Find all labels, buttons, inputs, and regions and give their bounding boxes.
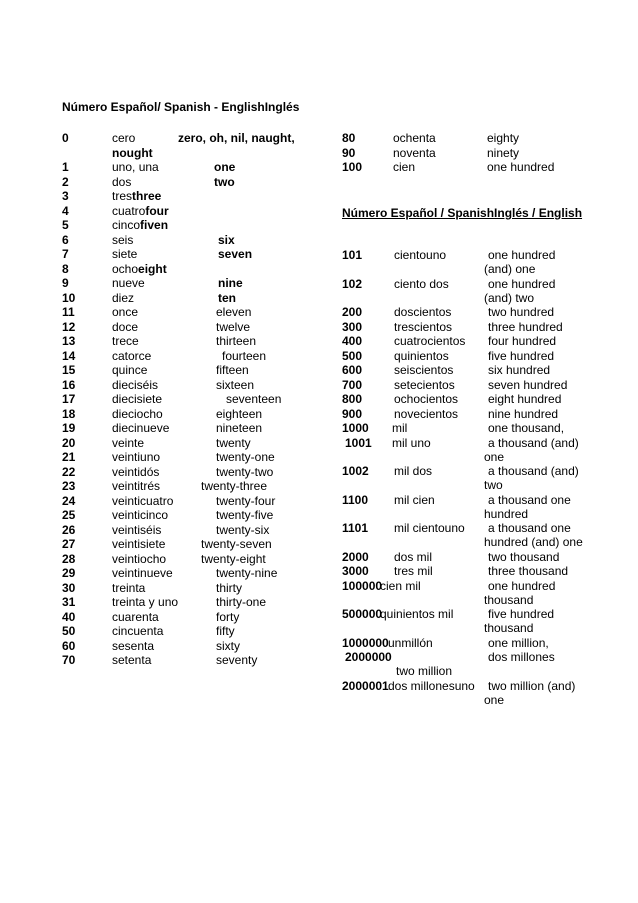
wrapped-text: one (484, 449, 505, 464)
spanish-cell: veintinueve (112, 566, 173, 580)
english-cell: a thousand one (488, 492, 571, 507)
english-cell: sixteen (216, 377, 255, 392)
number-cell: 100000 (342, 578, 383, 593)
table-row (62, 218, 322, 233)
wrapped-text: one (484, 692, 505, 707)
table-row (62, 291, 322, 306)
number-cell: 1 (62, 160, 69, 174)
english-cell: one (214, 160, 236, 174)
english-cell: two (214, 174, 235, 189)
spanish-cell: cuatrofour (112, 203, 169, 218)
english-cell: twenty-three (201, 479, 268, 493)
spanish-cell: siete (112, 247, 138, 261)
number-cell: 900 (342, 406, 363, 421)
english-cell: forty (216, 609, 240, 624)
spanish-cell: mil (392, 421, 408, 435)
table-row (342, 579, 602, 594)
spanish-cell: trescientos (394, 319, 453, 334)
number-cell: 10 (62, 290, 76, 305)
number-cell: 15 (62, 363, 76, 377)
number-cell: 50 (62, 624, 76, 638)
table-row (62, 581, 322, 596)
number-cell: 23 (62, 479, 76, 493)
spanish-cell: cientouno (394, 248, 447, 262)
number-cell: 29 (62, 566, 76, 580)
wrapped-text: hundred (484, 506, 529, 521)
english-cell: one million, (488, 635, 549, 650)
english-cell: eighty (487, 131, 520, 145)
table-row (62, 494, 322, 509)
number-cell: 0 (62, 131, 69, 145)
english-cell: seven hundred (488, 377, 568, 392)
english-cell: dos millones (488, 650, 555, 664)
number-cell: 700 (342, 377, 363, 392)
spanish-cell: diez (112, 290, 135, 305)
table-row (62, 363, 322, 378)
spanish-cell: quinientos mil (380, 607, 454, 621)
spanish-cell: veintiocho (112, 551, 167, 566)
table-row (342, 378, 602, 393)
number-cell: 8 (62, 261, 69, 276)
table-row (62, 233, 322, 248)
spanish-cell: mil dos (394, 464, 433, 478)
table-row (62, 247, 322, 262)
spanish-cell: diecisiete (112, 392, 163, 406)
spanish-cell: ochoeight (112, 261, 167, 276)
english-cell: fifty (216, 624, 235, 638)
number-cell: 101 (342, 248, 363, 262)
wrapped-text: two million (396, 664, 453, 678)
number-cell: 4 (62, 203, 69, 218)
spanish-cell: noventa (393, 145, 436, 160)
spanish-cell: cincuenta (112, 624, 164, 638)
table-row (342, 564, 602, 579)
left-table-header: Número Español/ Spanish - EnglishInglés (62, 100, 300, 114)
number-cell: 1000000 (342, 635, 389, 650)
english-cell: sixty (216, 638, 240, 653)
english-cell: fifteen (216, 363, 249, 377)
number-cell: 2 (62, 174, 69, 189)
spanish-cell: cero (112, 131, 136, 145)
table-row (342, 607, 602, 622)
table-row (62, 436, 322, 451)
table-row (342, 363, 602, 378)
spanish-cell: novecientos (394, 406, 459, 421)
table-row (342, 650, 602, 665)
english-cell: twenty-two (216, 464, 274, 479)
spanish-cell: dieciocho (112, 406, 163, 421)
number-cell: 800 (342, 392, 363, 406)
table-row (62, 552, 322, 567)
english-cell: ten (218, 290, 236, 305)
spanish-cell: cuarenta (112, 609, 159, 624)
number-cell: 11 (62, 305, 75, 319)
number-cell: 12 (62, 319, 76, 334)
table-row (62, 320, 322, 335)
english-cell: thirteen (216, 334, 257, 348)
english-cell: two million (and) (488, 678, 576, 693)
table-row (62, 610, 322, 625)
number-cell: 17 (62, 392, 76, 406)
number-cell: 1101 (342, 521, 369, 535)
number-cell: 19 (62, 421, 76, 435)
english-cell: six hundred (488, 363, 551, 377)
english-cell: twenty-four (216, 493, 276, 508)
number-cell: 80 (342, 131, 356, 145)
wrapped-text: two (484, 478, 503, 492)
table-row (342, 334, 602, 349)
number-cell: 22 (62, 464, 76, 479)
wrapped-text: (and) two (484, 290, 535, 305)
english-cell: a thousand one (488, 521, 571, 535)
spanish-cell: treinta y uno (112, 595, 179, 609)
wrapped-text: nought (112, 145, 153, 160)
english-cell: one hundred (488, 276, 556, 291)
english-cell: twelve (216, 319, 251, 334)
spanish-cell: ochenta (393, 131, 436, 145)
right-table-header: Número Español / SpanishInglés / English (342, 206, 583, 220)
table-row (62, 537, 322, 552)
english-cell: eleven (216, 305, 252, 319)
spanish-cell: setecientos (394, 377, 455, 392)
english-cell: twenty-nine (216, 566, 278, 580)
english-cell: twenty-eight (201, 551, 266, 566)
spanish-cell: mil cien (394, 492, 435, 507)
number-cell: 3000 (342, 564, 369, 578)
spanish-cell: diecinueve (112, 421, 170, 435)
english-cell: one hundred (487, 160, 555, 174)
english-inline-cell: eight (138, 261, 167, 276)
spanish-cell: quinientos (394, 348, 449, 363)
table-row (62, 407, 322, 422)
table-row (62, 595, 322, 610)
spanish-cell: setenta (112, 653, 152, 667)
number-cell: 1100 (342, 492, 369, 507)
english-cell: zero, oh, nil, naught, (178, 131, 295, 145)
spanish-cell: uno, una (112, 160, 159, 174)
spanish-cell: tresthree (112, 189, 162, 203)
spanish-cell: doscientos (394, 305, 452, 319)
english-cell: seventeen (226, 392, 282, 406)
number-cell: 31 (62, 595, 76, 609)
number-cell: 6 (62, 232, 69, 247)
spanish-cell: cien (393, 160, 416, 174)
english-cell: three hundred (488, 319, 563, 334)
spanish-cell: ochocientos (394, 392, 459, 406)
table-row (62, 262, 322, 277)
english-inline-cell: four (145, 203, 169, 218)
spanish-cell: veintitrés (112, 479, 161, 493)
number-cell: 30 (62, 580, 76, 595)
table-row (62, 508, 322, 523)
english-inline-cell: three (132, 189, 162, 203)
spanish-cell: dos millonesuno (388, 678, 475, 693)
spanish-cell: veintiséis (112, 522, 162, 537)
number-cell: 1000 (342, 421, 369, 435)
spanish-cell: dos (112, 174, 132, 189)
table-row (342, 160, 592, 175)
number-cell: 18 (62, 406, 76, 421)
table-row (62, 175, 322, 190)
number-cell: 1002 (342, 464, 369, 478)
number-cell: 16 (62, 377, 76, 392)
spanish-cell: once (112, 305, 139, 319)
number-cell: 400 (342, 334, 363, 348)
table-row (342, 392, 602, 407)
number-cell: 60 (62, 638, 76, 653)
english-cell: twenty-seven (201, 537, 272, 551)
english-cell: two hundred (488, 305, 555, 319)
english-cell: four hundred (488, 334, 557, 348)
spanish-cell: veintidós (112, 464, 160, 479)
table-row (342, 521, 602, 536)
english-cell: thirty-one (216, 595, 267, 609)
english-cell: six (218, 232, 235, 247)
number-cell: 500000 (342, 607, 383, 621)
table-row (62, 566, 322, 581)
table-row (62, 189, 322, 204)
table-row (62, 160, 322, 175)
spanish-cell: cien mil (380, 578, 421, 593)
english-cell: eight hundred (488, 392, 562, 406)
number-cell: 27 (62, 537, 76, 551)
spanish-cell: catorce (112, 348, 152, 363)
english-cell: twenty (216, 435, 251, 450)
number-cell: 13 (62, 334, 76, 348)
spanish-cell: dos mil (394, 549, 433, 564)
table-row (62, 479, 322, 494)
number-cell: 24 (62, 493, 76, 508)
table-row (342, 636, 602, 651)
wrapped-text: hundred (and) one (484, 535, 583, 549)
english-cell: a thousand (and) (488, 464, 579, 478)
number-cell: 1001 (345, 435, 372, 450)
number-cell: 90 (342, 145, 356, 160)
spanish-cell: doce (112, 319, 139, 334)
table-row (62, 653, 322, 668)
number-cell: 40 (62, 609, 76, 624)
number-cell: 21 (62, 450, 76, 464)
table-row (62, 624, 322, 639)
table-row (62, 639, 322, 654)
number-cell: 25 (62, 508, 76, 522)
number-cell: 300 (342, 319, 363, 334)
english-cell: a thousand (and) (488, 435, 579, 450)
spanish-cell: mil uno (392, 435, 431, 450)
spanish-cell: trece (112, 334, 139, 348)
spanish-cell: unmillón (388, 635, 433, 650)
table-row (62, 131, 322, 146)
spanish-cell: quince (112, 363, 148, 377)
table-row (342, 305, 602, 320)
spanish-cell: seis (112, 232, 134, 247)
english-cell: nine (218, 276, 243, 290)
number-cell: 14 (62, 348, 76, 363)
table-row (342, 248, 602, 263)
english-cell: five hundred (488, 348, 555, 363)
table-row (342, 493, 602, 508)
table-row (62, 305, 322, 320)
english-cell: ninety (487, 145, 520, 160)
english-cell: seven (218, 247, 253, 261)
table-row (62, 349, 322, 364)
number-cell: 2000000 (345, 650, 392, 664)
spanish-cell: sesenta (112, 638, 155, 653)
english-cell: five hundred (488, 607, 555, 621)
number-cell: 70 (62, 653, 76, 667)
table-row (62, 334, 322, 349)
table-row (342, 436, 602, 451)
english-cell: twenty-six (216, 522, 270, 537)
english-cell: one hundred (488, 578, 556, 593)
number-cell: 102 (342, 276, 363, 291)
english-cell: eighteen (216, 406, 263, 421)
table-row (342, 349, 602, 364)
table-row (62, 465, 322, 480)
number-cell: 26 (62, 522, 76, 537)
number-cell: 100 (342, 160, 363, 174)
table-row (62, 276, 322, 291)
english-cell: thirty (216, 580, 243, 595)
number-cell: 500 (342, 348, 363, 363)
spanish-cell: veinticinco (112, 508, 169, 522)
english-cell: one thousand, (488, 421, 565, 435)
spanish-cell: seiscientos (394, 363, 454, 377)
english-cell: seventy (216, 653, 258, 667)
wrapped-text: (and) one (484, 262, 536, 276)
table-row (62, 450, 322, 465)
number-cell: 3 (62, 189, 69, 203)
table-row (62, 523, 322, 538)
spanish-cell: mil cientouno (394, 521, 465, 535)
number-cell: 2000 (342, 549, 369, 564)
table-row (342, 320, 602, 335)
table-row (342, 550, 602, 565)
english-cell: one hundred (488, 248, 556, 262)
table-row (342, 146, 592, 161)
spanish-cell: nueve (112, 276, 145, 290)
english-cell: three thousand (488, 564, 569, 578)
spanish-cell: cuatrocientos (394, 334, 466, 348)
wrapped-text: thousand (484, 621, 534, 635)
english-cell: nineteen (216, 421, 263, 435)
wrapped-text: thousand (484, 592, 534, 607)
table-row (62, 378, 322, 393)
spanish-cell: veinticuatro (112, 493, 174, 508)
number-cell: 9 (62, 276, 69, 290)
english-cell: nine hundred (488, 406, 559, 421)
english-cell: twenty-one (216, 450, 275, 464)
spanish-cell: veintiuno (112, 450, 161, 464)
spanish-cell: treinta (112, 580, 146, 595)
spanish-cell: cincofiven (112, 218, 169, 232)
number-cell: 20 (62, 435, 76, 450)
spanish-cell: tres mil (394, 564, 433, 578)
english-cell: two thousand (488, 549, 560, 564)
table-row (342, 421, 602, 436)
table-row (342, 131, 592, 146)
number-cell: 7 (62, 247, 69, 261)
spanish-cell: veinte (112, 435, 145, 450)
english-inline-cell: fiven (140, 218, 169, 232)
table-row (342, 464, 602, 479)
english-cell: fourteen (222, 348, 267, 363)
number-cell: 200 (342, 305, 363, 319)
number-cell: 28 (62, 551, 76, 566)
number-cell: 600 (342, 363, 363, 377)
spanish-cell: veintisiete (112, 537, 166, 551)
table-row (62, 392, 322, 407)
english-cell: twenty-five (216, 508, 274, 522)
number-cell: 2000001 (342, 678, 389, 693)
table-row (62, 421, 322, 436)
spanish-cell: ciento dos (394, 276, 449, 291)
spanish-cell: dieciséis (112, 377, 159, 392)
table-row (342, 277, 602, 292)
table-row (62, 204, 322, 219)
table-row (342, 407, 602, 422)
number-cell: 5 (62, 218, 69, 232)
table-row (342, 679, 602, 694)
